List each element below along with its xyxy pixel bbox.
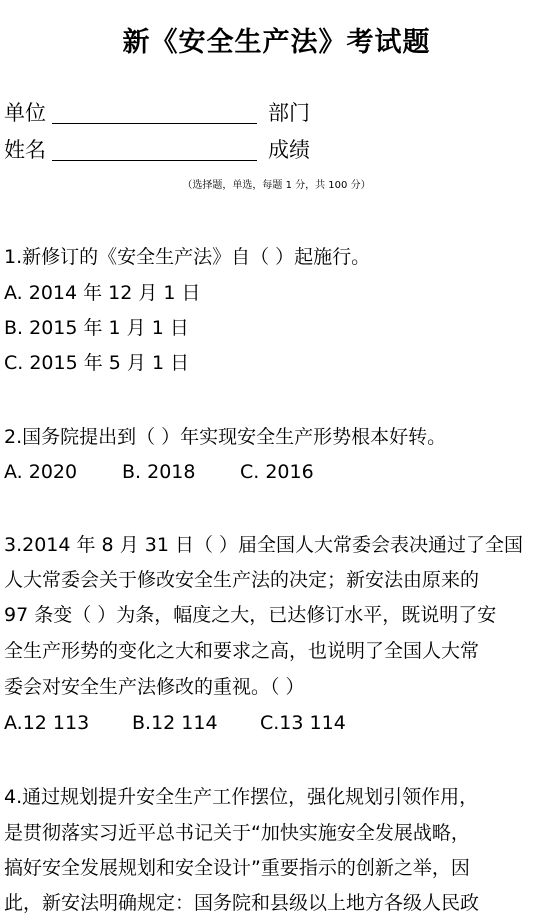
question-3-option-a: A.12 113 (4, 712, 90, 734)
name-label: 姓名 (4, 138, 46, 162)
question-3-option-c: C.13 114 (260, 712, 346, 734)
question-4-line-4: 此，新安法明确规定：国务院和县级以上地方各级人民政 (4, 892, 480, 914)
question-2-text: 2.国务院提出到（ ）年实现安全生产形势根本好转。 (4, 426, 447, 448)
question-1-option-a: A. 2014 年 12 月 1 日 (4, 282, 201, 304)
question-2-option-b: B. 2018 (122, 461, 196, 483)
question-1-option-b: B. 2015 年 1 月 1 日 (4, 317, 189, 339)
question-3-options (4, 709, 346, 737)
unit-label: 单位 (4, 101, 46, 125)
score-label: 成绩 (268, 138, 310, 162)
question-3-line-4: 全生产形势的变化之大和要求之高，也说明了全国人大常 (4, 640, 480, 662)
unit-dept-row (4, 97, 553, 129)
question-1-text: 1.新修订的《安全生产法》自（ ）起施行。 (4, 246, 371, 268)
question-2-option-c: C. 2016 (240, 461, 314, 483)
question-1-option-c: C. 2015 年 5 月 1 日 (4, 352, 190, 374)
dept-label: 部门 (268, 101, 310, 125)
question-4-line-2: 是贯彻落实习近平总书记关于“加快实施安全发展战略， (4, 822, 470, 844)
page-title: 新《安全生产法》考试题 (122, 27, 431, 58)
unit-blank-line (52, 123, 257, 124)
question-3-line-2: 人大常委会关于修改安全生产法的决定；新安法由原来的 (4, 569, 480, 591)
instructions: （选择题，单选，每题 1 分，共 100 分） (182, 180, 371, 191)
question-2-option-a: A. 2020 (4, 461, 78, 483)
question-4-line-1: 4.通过规划提升安全生产工作摆位，强化规划引领作用， (4, 786, 479, 808)
name-score-row (4, 134, 553, 166)
question-3-line-3: 97 条变（ ）为条，幅度之大，已达修订水平，既说明了安 (4, 604, 497, 626)
question-2-options (4, 458, 314, 486)
question-3-line-5: 委会对安全生产法修改的重视。（ ） (4, 676, 305, 698)
question-4-line-3: 搞好安全发展规划和安全设计”重要指示的创新之举，因 (4, 857, 470, 879)
name-blank-line (52, 160, 257, 161)
question-3-line-1: 3.2014 年 8 月 31 日（ ）届全国人大常委会表决通过了全国 (4, 534, 523, 556)
question-3-option-b: B.12 114 (132, 712, 218, 734)
